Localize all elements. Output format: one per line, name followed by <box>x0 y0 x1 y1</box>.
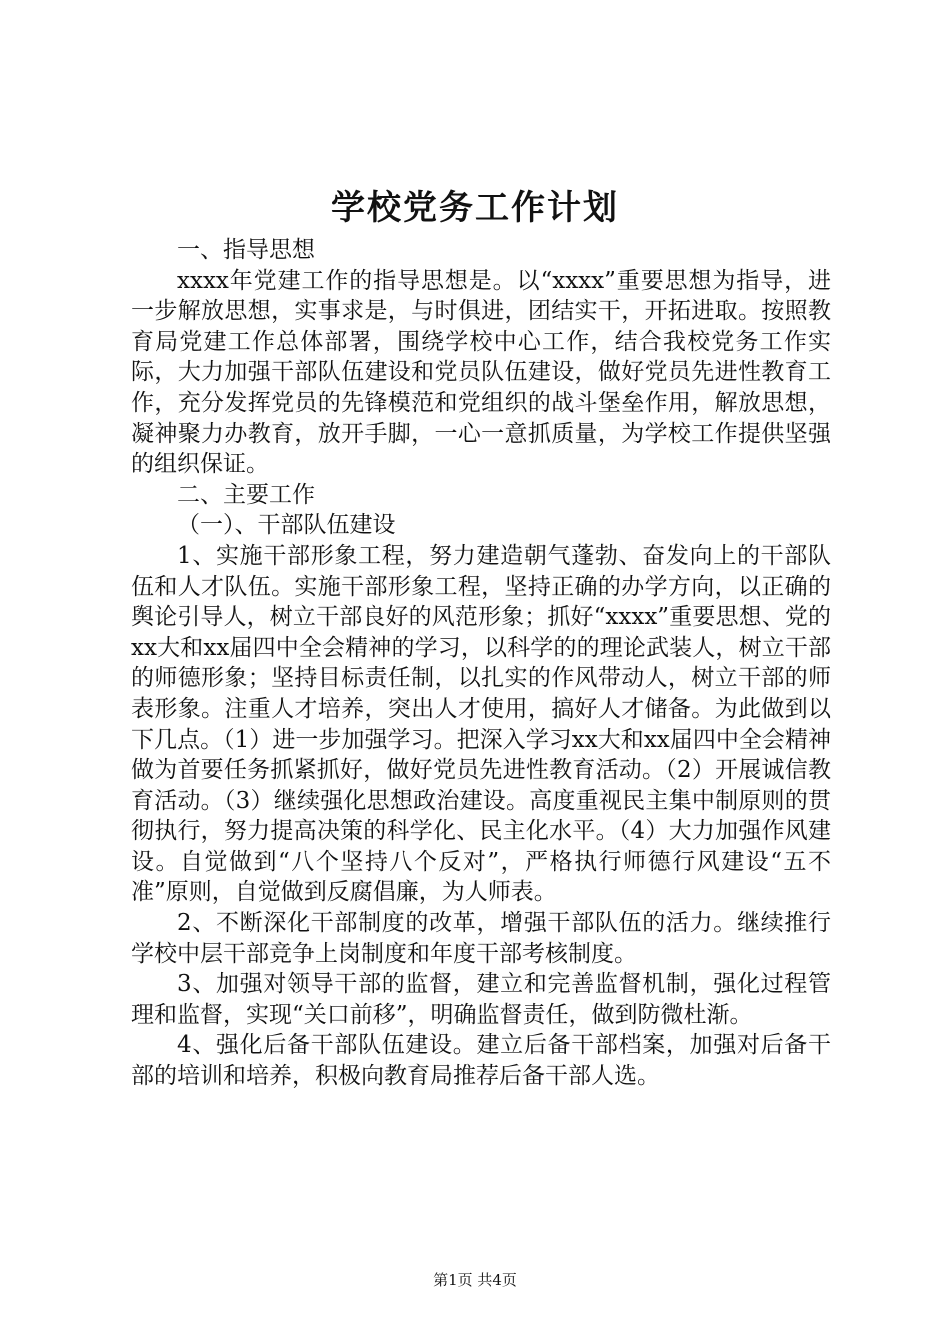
paragraph-guiding-ideology: xxxx年党建工作的指导思想是。以“xxxx”重要思想为指导，进一步解放思想，实事求是，与时俱进，团结实干，开拓进取。按照教育局党建工作总体部署，围绕学校中心工作，结合我校党务工作实际，大力加强干部队伍建设和党员队伍建设，做好党员先进性教育工作，充分发挥党员的先锋模范和党组织的战斗堡垒作用，解放思想，凝神聚力办教育，放开手脚，一心一意抓质量，为学校工作提供坚强的组织保证。 <box>131 267 831 478</box>
paragraph-item-1: 1、实施干部形象工程，努力建造朝气蓬勃、奋发向上的干部队伍和人才队伍。实施干部形象工程，坚持正确的办学方向，以正确的舆论引导人，树立干部良好的风范形象；抓好“xxxx”重要思想、党的xx大和xx届四中全会精神的学习，以科学的的理论武装人，树立干部的师德形象；坚持目标责任制，以扎实的作风带动人，树立干部的师表形象。注重人才培养，突出人才使用，搞好人才储备。为此做到以下几点。（1）进一步加强学习。把深入学习xx大和xx届四中全会精神做为首要任务抓紧抓好，做好党员先进性教育活动。（2）开展诚信教育活动。（3）继续强化思想政治建设。高度重视民主集中制原则的贯彻执行，努力提高决策的科学化、民主化水平。（4）大力加强作风建设。自觉做到“八个坚持八个反对”，严格执行师德行风建设“五不准”原则，自觉做到反腐倡廉，为人师表。 <box>131 542 831 906</box>
subsection-heading-cadre-team: （一）、干部队伍建设 <box>177 512 396 539</box>
page-number-footer: 第1页 共4页 <box>433 1271 517 1289</box>
section-heading-guiding-ideology: 一、指导思想 <box>177 237 315 263</box>
paragraph-item-4: 4、强化后备干部队伍建设。建立后备干部档案，加强对后备干部的培训和培养，积极向教育局推荐后备干部人选。 <box>131 1032 831 1090</box>
document-body <box>131 235 831 1092</box>
document-title: 学校党务工作计划 <box>331 188 619 228</box>
section-heading-main-work: 二、主要工作 <box>177 481 315 508</box>
paragraph-item-2: 2、不断深化干部制度的改革，增强干部队伍的活力。继续推行学校中层干部竞争上岗制度和年度干部考核制度。 <box>131 910 831 967</box>
paragraph-item-3: 3、加强对领导干部的监督，建立和完善监督机制，强化过程管理和监督，实现“关口前移”，明确监督责任，做到防微杜渐。 <box>131 971 831 1028</box>
